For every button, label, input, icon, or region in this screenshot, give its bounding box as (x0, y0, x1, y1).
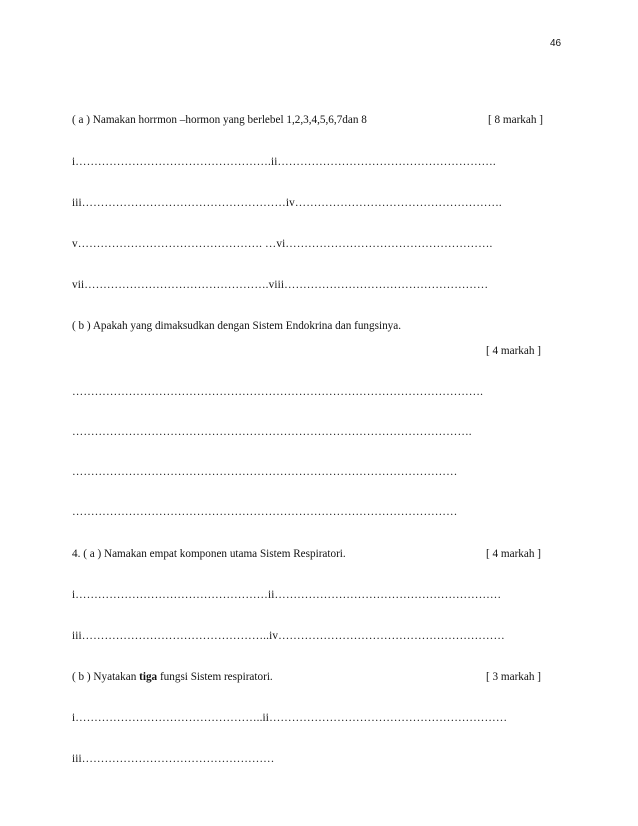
answer-line-a-3: v…………………………………………. …vi………………………………………………. (72, 238, 493, 250)
answer-line-4b-1: i…………………………………………..ii……………………………………………………… (72, 712, 508, 724)
question-4b-text-before: ( b ) Nyatakan (72, 671, 140, 683)
answer-line-a-4: vii………………………………………….viii……………………………………………… (72, 279, 489, 291)
question-4b-text-bold: tiga (139, 671, 158, 683)
answer-line-a-2: iii………………………………………………iv………………………………………………. (72, 197, 502, 209)
question-4b-marks: [ 3 markah ] (486, 671, 541, 683)
answer-line-b-3: ………………………………………………………………………………………… (72, 466, 458, 478)
question-4a-marks: [ 4 markah ] (486, 548, 541, 560)
answer-line-b-1: ………………………………………………………………………………………………. (72, 386, 484, 398)
question-4a-text: 4. ( a ) Namakan empat komponen utama Sistem Respiratori. (72, 548, 346, 560)
answer-line-4a-2: iii…………………………………………..iv…………………………………………………… (72, 630, 505, 642)
answer-line-4a-1: i……………………………………………ii…………………………………………………… (72, 589, 502, 601)
question-4b-text (72, 670, 273, 684)
answer-line-b-2: ……………………………………………………………………………………………. (72, 426, 472, 438)
answer-line-4b-2: iii…………………………………………… (72, 753, 275, 765)
question-a-text: ( a ) Namakan horrmon –hormon yang berlebel 1,2,3,4,5,6,7dan 8 (72, 114, 367, 126)
question-a-marks: [ 8 markah ] (488, 114, 543, 126)
answer-line-b-4: ………………………………………………………………………………………… (72, 506, 458, 518)
question-4b-text-after: fungsi Sistem respiratori. (157, 671, 273, 683)
question-b-text: ( b ) Apakah yang dimaksudkan dengan Sistem Endokrina dan fungsinya. (72, 320, 402, 332)
page-number: 46 (550, 38, 562, 49)
answer-line-a-1: i…………………………………………….ii…………………………………………………. (72, 156, 496, 168)
question-b-marks: [ 4 markah ] (486, 345, 541, 357)
